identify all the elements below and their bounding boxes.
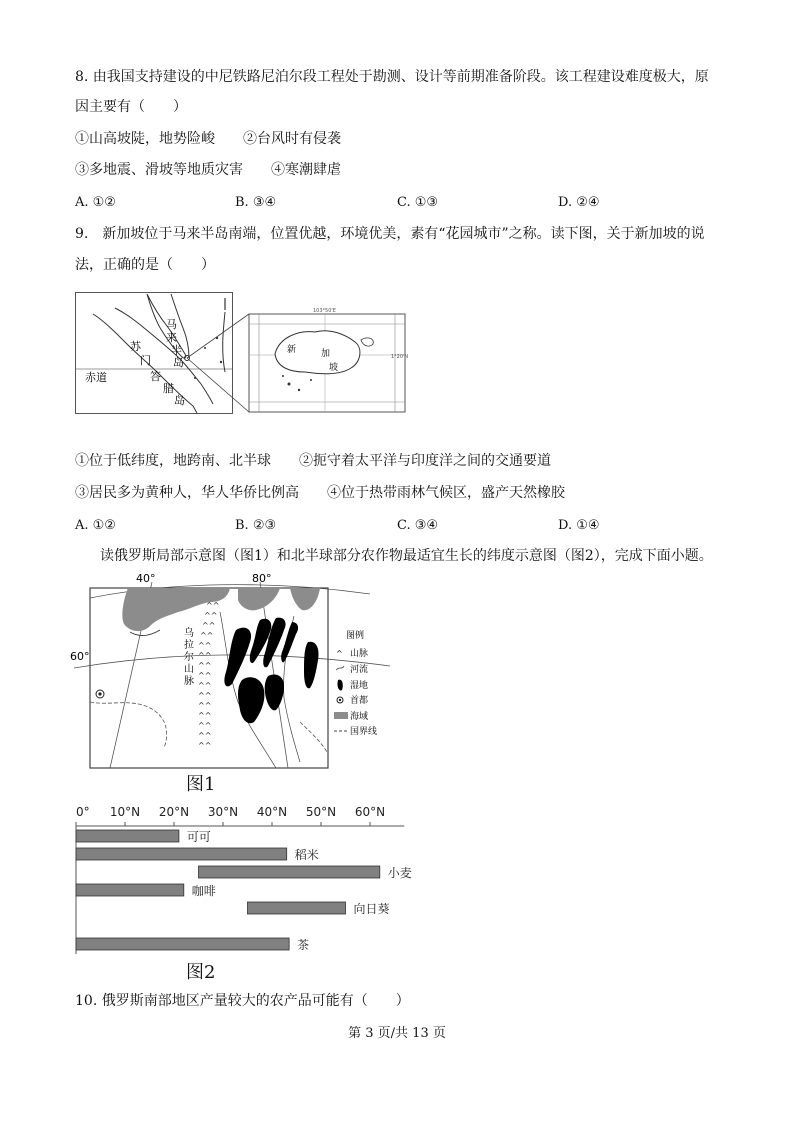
q9-items-line2: ③居民多为黄种人，华人华侨比例高 ④位于热带雨林气候区，盛产天然橡胶 xyxy=(75,485,565,501)
q9-stem-line2: 法，正确的是（ ） xyxy=(75,257,215,273)
svg-text:^^: ^^ xyxy=(198,741,212,750)
x-tick-label: 10°N xyxy=(109,805,141,819)
inset-latitude: 1°20'N xyxy=(391,354,409,360)
label-lai: 来 xyxy=(166,331,177,344)
lon-80: 80° xyxy=(252,572,272,585)
label-ban: 半 xyxy=(171,344,182,357)
q8-option-c: C. ①③ xyxy=(397,195,439,210)
q8-items-line1: ①山高坡陡，地势险峻 ②台风时有侵袭 xyxy=(75,131,341,147)
bar-1 xyxy=(76,830,179,842)
ural-label-2: 拉 xyxy=(184,640,194,651)
x-tick-label: 50°N xyxy=(305,805,337,819)
bar-label-4: 咖啡 xyxy=(191,884,216,898)
legend-title: 图例 xyxy=(346,631,365,641)
inset-label-xin: 新 xyxy=(287,345,297,355)
inset-label-po: 坡 xyxy=(329,363,339,373)
wetlands xyxy=(224,618,318,724)
svg-text:^^: ^^ xyxy=(198,681,212,690)
ural-label-4: 山 xyxy=(184,664,194,675)
q9-stem-line1: 9. 新加坡位于马来半岛南端，位置优越，环境优美，素有“花园城市”之称。读下图，关于新加坡的说 xyxy=(75,226,705,242)
ural-mountains xyxy=(198,601,219,750)
x-tick-label: 60°N xyxy=(354,805,386,819)
svg-text:^^: ^^ xyxy=(198,711,212,720)
bar-2 xyxy=(76,848,287,860)
q8-stem-line2: 因主要有（ ） xyxy=(75,99,187,115)
svg-text:^^: ^^ xyxy=(198,721,212,730)
x-tick-label: 20°N xyxy=(158,805,190,819)
fig2-caption: 图2 xyxy=(186,962,216,983)
label-ma: 马 xyxy=(166,318,177,331)
svg-text:^^: ^^ xyxy=(198,731,212,740)
q9-option-d: D. ①④ xyxy=(558,518,600,533)
q9-option-c: C. ③④ xyxy=(397,518,439,533)
legend-capital: 首都 xyxy=(350,696,369,706)
map-legend xyxy=(334,629,377,737)
svg-text:^^: ^^ xyxy=(202,621,216,630)
svg-text:^^: ^^ xyxy=(198,641,212,650)
label-equator: 赤道 xyxy=(85,371,107,384)
bar-label-2: 稻米 xyxy=(294,848,319,862)
q8-items-line2: ③多地震、滑坡等地质灾害 ④寒潮肆虐 xyxy=(75,162,341,178)
q9-option-b: B. ②③ xyxy=(235,518,277,533)
inset-longitude: 103°50'E xyxy=(313,308,336,314)
svg-text:^^: ^^ xyxy=(198,671,212,680)
inset-label-jia: 加 xyxy=(321,349,331,359)
lat-60: 60° xyxy=(70,650,90,663)
legend-sea: 海域 xyxy=(350,712,369,722)
lon-40: 40° xyxy=(136,572,156,585)
bar-3 xyxy=(199,866,380,878)
label-men: 门 xyxy=(140,354,151,367)
label-dao1: 岛 xyxy=(173,356,184,369)
q8-option-d: D. ②④ xyxy=(558,195,600,210)
kara-sea xyxy=(238,588,280,610)
svg-text:^^: ^^ xyxy=(198,651,212,660)
label-dao2: 岛 xyxy=(174,394,185,407)
x-tick-label: 0° xyxy=(76,805,90,819)
figure-intro: 读俄罗斯局部示意图（图1）和北半球部分农作物最适宜生长的纬度示意图（图2），完成下面小题。 xyxy=(100,548,713,564)
x-tick-label: 40°N xyxy=(256,805,288,819)
svg-text:^^: ^^ xyxy=(200,631,214,640)
q8-option-b: B. ③④ xyxy=(235,195,277,210)
x-tick-label: 30°N xyxy=(207,805,239,819)
q9-option-a: A. ①② xyxy=(75,518,116,533)
svg-text:^^: ^^ xyxy=(198,661,212,670)
bar-label-3: 小麦 xyxy=(387,866,412,880)
legend-wetland: 湿地 xyxy=(350,681,369,691)
label-su: 苏 xyxy=(130,340,141,353)
bar-label-6: 茶 xyxy=(297,938,310,952)
q9-items-line1: ①位于低纬度，地跨南、北半球 ②扼守着太平洋与印度洋之间的交通要道 xyxy=(75,453,551,469)
q10-stem: 10. 俄罗斯南部地区产量较大的农产品可能有（ ） xyxy=(75,993,410,1009)
label-la: 腊 xyxy=(163,382,174,395)
bar-5 xyxy=(248,902,346,914)
singapore-location-map xyxy=(75,292,409,414)
bar-4 xyxy=(76,884,184,896)
q8-stem-line1: 8. 由我国支持建设的中尼铁路尼泊尔段工程处于勘测、设计等前期准备阶段。该工程建设难度极大，原 xyxy=(75,69,709,85)
svg-text:^^: ^^ xyxy=(204,611,218,620)
svg-text:^: ^ xyxy=(336,649,343,658)
bar-label-5: 向日葵 xyxy=(353,902,390,916)
q8-option-a: A. ①② xyxy=(75,195,116,210)
russia-map xyxy=(70,572,400,772)
fig1-caption: 图1 xyxy=(186,774,216,795)
svg-text:^^: ^^ xyxy=(206,601,220,610)
label-da: 答 xyxy=(150,370,161,383)
page-footer: 第 3 页/共 13 页 xyxy=(348,1026,446,1041)
svg-text:^^: ^^ xyxy=(198,701,212,710)
legend-river: 河流 xyxy=(350,665,369,675)
legend-border: 国界线 xyxy=(350,727,378,737)
bar-label-1: 可可 xyxy=(186,830,211,844)
legend-mountain: 山脉 xyxy=(350,649,369,659)
ural-label-1: 乌 xyxy=(184,628,194,639)
ural-label-5: 脉 xyxy=(184,676,194,687)
svg-text:^^: ^^ xyxy=(198,691,212,700)
ural-label-3: 尔 xyxy=(184,652,194,663)
bar-6 xyxy=(76,938,289,950)
crop-latitude-chart xyxy=(60,798,420,958)
